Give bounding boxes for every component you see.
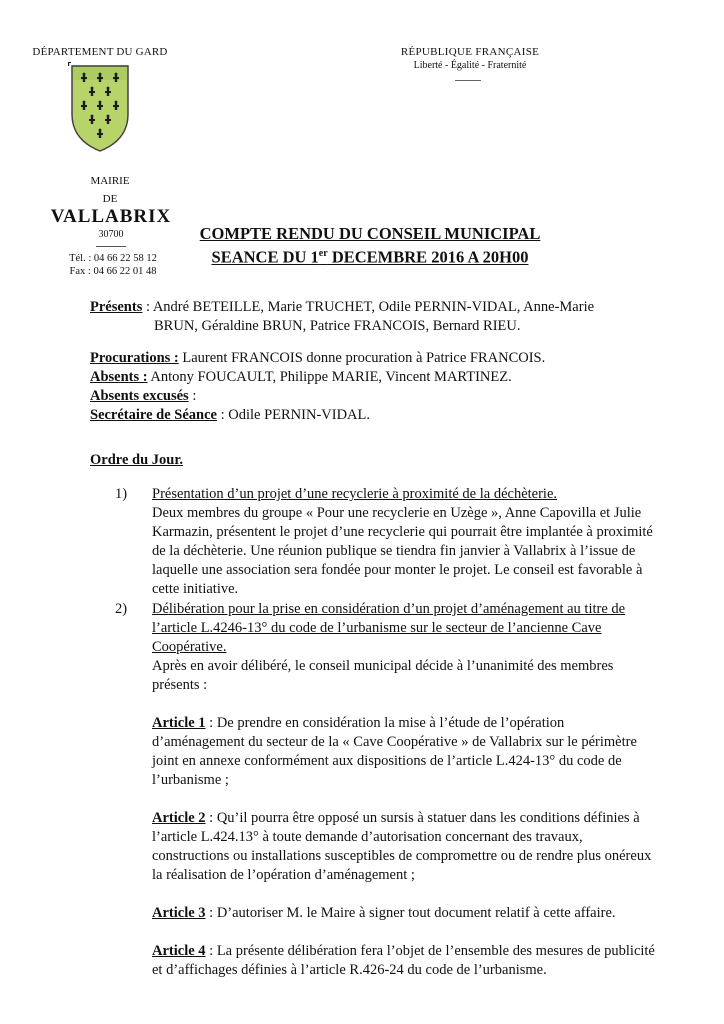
presents-block — [90, 298, 650, 336]
secretaire-text: : Odile PERNIN-VIDAL. — [216, 407, 371, 423]
procurations-label: Procurations : — [90, 350, 179, 366]
document-title — [160, 224, 580, 268]
article-4-text: : La présente délibération fera l’objet de l’ensemble des mesures de publicité — [205, 943, 655, 959]
absents-excuses-line — [90, 387, 650, 406]
article-1-line-4: l’urbanisme ; — [152, 772, 229, 788]
article-4-label: Article 4 — [152, 943, 206, 959]
town-name: VALLABRIX — [50, 206, 172, 227]
agenda-heading: Ordre du Jour. — [90, 452, 184, 468]
article-3-first-line — [152, 904, 672, 923]
article-3-text: : D’autoriser M. le Maire à signer tout document relatif à cette affaire. — [205, 905, 616, 921]
title-date-prefix: SEANCE DU 1 — [211, 247, 319, 267]
agenda-item-2-title-1: Délibération pour la prise en considération d’un projet d’aménagement au titre de — [152, 601, 626, 617]
agenda-item-1-number: 1) — [115, 486, 128, 502]
article-4 — [152, 942, 672, 980]
header-divider-left — [96, 246, 126, 247]
agenda-item-1-line-5: cette initiative. — [152, 581, 239, 597]
article-1-line-2: d’aménagement du secteur de la « Cave Coopérative » de Vallabrix sur le périmètre — [152, 734, 637, 750]
agenda-item-1-title: Présentation d’un projet d’une recyclerie à proximité de la déchèterie. — [152, 486, 558, 502]
agenda-item-2 — [152, 600, 672, 980]
article-4-line-2: et d’affichages définies à l’article R.426-24 du code de l’urbanisme. — [152, 962, 547, 978]
republic-motto: Liberté - Égalité - Fraternité — [413, 60, 527, 71]
fax-number: Fax : 04 66 22 01 48 — [69, 266, 157, 277]
absents-label: Absents : — [90, 369, 148, 385]
article-3-label: Article 3 — [152, 905, 206, 921]
procurations-text: Laurent FRANCOIS donne procuration à Patrice FRANCOIS. — [178, 350, 546, 366]
attendance-details — [90, 349, 650, 425]
article-2-line-2: l’article L.424.13° à toute demande d’autorisation concernant des travaux, — [152, 829, 583, 845]
postal-code: 30700 — [98, 229, 124, 240]
header-divider-right — [455, 80, 481, 81]
title-line-1: COMPTE RENDU DU CONSEIL MUNICIPAL — [199, 224, 541, 243]
department-name: DÉPARTEMENT DU GARD — [32, 46, 168, 58]
title-date-suffix: DECEMBRE 2016 A 20H00 — [327, 247, 529, 267]
agenda-item-1-line-3: de la déchèterie. Une réunion publique se tiendra fin janvier à Vallabrix à l’issue de — [152, 543, 636, 559]
absents-excuses-text: : — [188, 388, 197, 404]
de-text: DE — [102, 193, 118, 205]
article-2-first-line — [152, 809, 672, 828]
mairie-text: MAIRIE — [90, 175, 130, 187]
agenda-item-1 — [152, 485, 672, 599]
absents-excuses-label: Absents excusés — [90, 388, 189, 404]
presents-names-1: : André BETEILLE, Marie TRUCHET, Odile PERNIN-VIDAL, Anne-Marie — [142, 299, 595, 315]
title-date-ordinal: er — [318, 248, 328, 259]
article-2-label: Article 2 — [152, 810, 206, 826]
article-1-text: : De prendre en considération la mise à l’étude de l’opération — [205, 715, 565, 731]
article-1-first-line — [152, 714, 672, 733]
article-2-text: : Qu’il pourra être opposé un sursis à statuer dans les conditions définies à — [205, 810, 640, 826]
title-line-2 — [160, 244, 580, 268]
agenda-item-2-title-2: l’article L.4246-13° du code de l’urbanisme sur le secteur de l’ancienne Cave — [152, 620, 602, 636]
article-1-line-3: joint en annexe conformément aux dispositions de l’article L.424-13° du code de — [152, 753, 622, 769]
presents-line-1 — [90, 298, 650, 317]
presents-label: Présents — [90, 299, 143, 315]
article-1-label: Article 1 — [152, 715, 206, 731]
absents-text: Antony FOUCAULT, Philippe MARIE, Vincent MARTINEZ. — [147, 369, 512, 385]
agenda-item-2-number: 2) — [115, 601, 128, 617]
agenda-item-1-line-1: Deux membres du groupe « Pour une recyclerie en Uzège », Anne Capovilla et Julie — [152, 505, 642, 521]
republic-heading: RÉPUBLIQUE FRANÇAISE — [400, 46, 540, 58]
article-2-line-3: constructions ou installations susceptibles de compromettre ou de rendre plus onéreux — [152, 848, 652, 864]
article-3 — [152, 904, 672, 923]
agenda-item-2-title-3: Coopérative. — [152, 639, 227, 655]
agenda-item-1-line-4: laquelle une association sera fondée pour monter le projet. Le conseil est favorable à — [152, 562, 643, 578]
procurations-line — [90, 349, 650, 368]
mairie-label — [55, 172, 165, 208]
article-2 — [152, 809, 672, 885]
article-4-first-line — [152, 942, 672, 961]
secretaire-line — [90, 406, 650, 425]
town-crest-image — [68, 62, 132, 154]
phone-number: Tél. : 04 66 22 58 12 — [69, 253, 157, 264]
agenda-item-1-line-2: Karmazin, présentent le projet d’une recyclerie qui pourrait être implantée à proximité — [152, 524, 653, 540]
article-2-line-4: la réalisation de l’opération d’aménagement ; — [152, 867, 415, 883]
ermine-spots — [68, 62, 71, 66]
presents-names-2: BRUN, Géraldine BRUN, Patrice FRANCOIS, Bernard RIEU. — [154, 318, 521, 334]
article-1 — [152, 714, 672, 790]
absents-line — [90, 368, 650, 387]
agenda-item-2-intro-2: présents : — [152, 677, 208, 693]
agenda-item-2-intro-1: Après en avoir délibéré, le conseil municipal décide à l’unanimité des membres — [152, 658, 614, 674]
secretaire-label: Secrétaire de Séance — [90, 407, 217, 423]
